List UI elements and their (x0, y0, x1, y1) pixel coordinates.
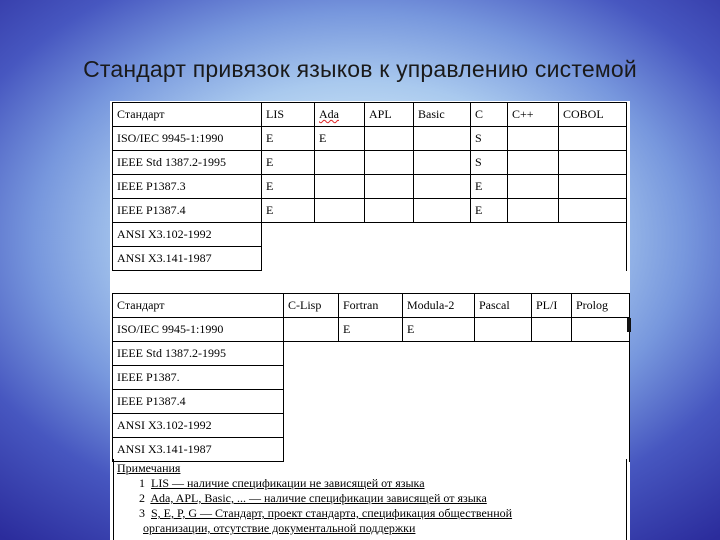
table-cell (559, 151, 627, 175)
table-row (113, 175, 627, 199)
header-cell: PL/I (532, 294, 572, 318)
notes-heading: Примечания (117, 461, 181, 475)
header-cell: Стандарт (113, 103, 262, 127)
table-cell: IEEE P1387.4 (113, 390, 284, 414)
table-header-row (113, 294, 630, 318)
table-cell (365, 199, 414, 223)
table-row (113, 151, 627, 175)
table-cell: E (339, 318, 403, 342)
table-cell: IEEE P1387.3 (113, 175, 262, 199)
table-cell-empty (284, 414, 630, 438)
table-cell (315, 151, 365, 175)
table-cell (475, 318, 532, 342)
table-row (113, 199, 627, 223)
table-cell (508, 127, 559, 151)
table-cell: S (471, 127, 508, 151)
table-cell-empty (262, 223, 627, 247)
table-cell: E (262, 199, 315, 223)
header-cell (315, 103, 365, 127)
note-item (117, 476, 626, 491)
table-row (113, 318, 630, 342)
header-cell: LIS (262, 103, 315, 127)
table-cell (414, 175, 471, 199)
table-cell: ANSI X3.141-1987 (113, 438, 284, 462)
header-cell: Prolog (572, 294, 630, 318)
note-item (117, 506, 626, 521)
table-cell (315, 199, 365, 223)
table-header-row (113, 103, 627, 127)
header-cell: COBOL (559, 103, 627, 127)
table-cell: E (315, 127, 365, 151)
slide-title: Стандарт привязок языков к управлению системой (83, 56, 637, 82)
note-text: LIS — наличие спецификации не зависящей от языка (151, 476, 425, 490)
table-cell (414, 127, 471, 151)
table-cell: IEEE P1387.4 (113, 199, 262, 223)
table-cell: E (262, 175, 315, 199)
header-cell: APL (365, 103, 414, 127)
table-cell: E (471, 199, 508, 223)
language-bindings-table-2 (112, 293, 630, 462)
table-cell: ISO/IEC 9945-1:1990 (113, 318, 284, 342)
table-edge-mark (627, 318, 631, 332)
table-row (113, 414, 630, 438)
header-cell: C (471, 103, 508, 127)
header-label: Ada (319, 107, 339, 121)
table-row (113, 247, 627, 271)
note-text: организации, отсутствие документальной поддержки (143, 521, 416, 535)
table-cell-empty (284, 390, 630, 414)
header-cell: C++ (508, 103, 559, 127)
note-number: 1 (139, 476, 145, 490)
note-text: S, E, P, G — Стандарт, проект стандарта, спецификация общественной (151, 506, 513, 520)
header-cell: Fortran (339, 294, 403, 318)
table-cell-empty (284, 342, 630, 366)
table-cell: ISO/IEC 9945-1:1990 (113, 127, 262, 151)
table-row (113, 342, 630, 366)
table-cell (572, 318, 630, 342)
header-cell: C-Lisp (284, 294, 339, 318)
table-cell (559, 127, 627, 151)
table-cell: IEEE Std 1387.2-1995 (113, 151, 262, 175)
table-cell (284, 318, 339, 342)
table-row (113, 366, 630, 390)
table-row (113, 223, 627, 247)
table-cell: ANSI X3.141-1987 (113, 247, 262, 271)
header-cell: Стандарт (113, 294, 284, 318)
table-cell (365, 151, 414, 175)
table-cell (508, 199, 559, 223)
table-cell-empty (262, 247, 627, 271)
note-text: Ada, APL, Basic, ... — наличие спецификации зависящей от языка (150, 491, 487, 505)
table-row (113, 390, 630, 414)
table-cell: E (403, 318, 475, 342)
table-cell (532, 318, 572, 342)
header-cell: Basic (414, 103, 471, 127)
table-cell (414, 151, 471, 175)
table-cell-empty (284, 438, 630, 462)
table-cell: IEEE Std 1387.2-1995 (113, 342, 284, 366)
table-cell (365, 175, 414, 199)
note-number: 3 (139, 506, 145, 520)
table-cell-empty (284, 366, 630, 390)
table-cell (508, 151, 559, 175)
table-cell (559, 199, 627, 223)
table-cell: E (262, 151, 315, 175)
table-cell: E (471, 175, 508, 199)
header-cell: Pascal (475, 294, 532, 318)
table-cell: IEEE P1387. (113, 366, 284, 390)
table-cell (414, 199, 471, 223)
table-row (113, 438, 630, 462)
table-cell: S (471, 151, 508, 175)
table-cell (559, 175, 627, 199)
document-page (110, 101, 630, 540)
table-cell (365, 127, 414, 151)
note-item (117, 491, 626, 506)
table-row (113, 127, 627, 151)
note-number: 2 (139, 491, 145, 505)
header-cell: Modula-2 (403, 294, 475, 318)
table-cell: ANSI X3.102-1992 (113, 414, 284, 438)
table-cell (508, 175, 559, 199)
table-cell: E (262, 127, 315, 151)
notes-section (113, 459, 627, 540)
language-bindings-table-1 (112, 102, 627, 271)
table-cell (315, 175, 365, 199)
table-cell: ANSI X3.102-1992 (113, 223, 262, 247)
note-item-continuation (117, 521, 626, 536)
